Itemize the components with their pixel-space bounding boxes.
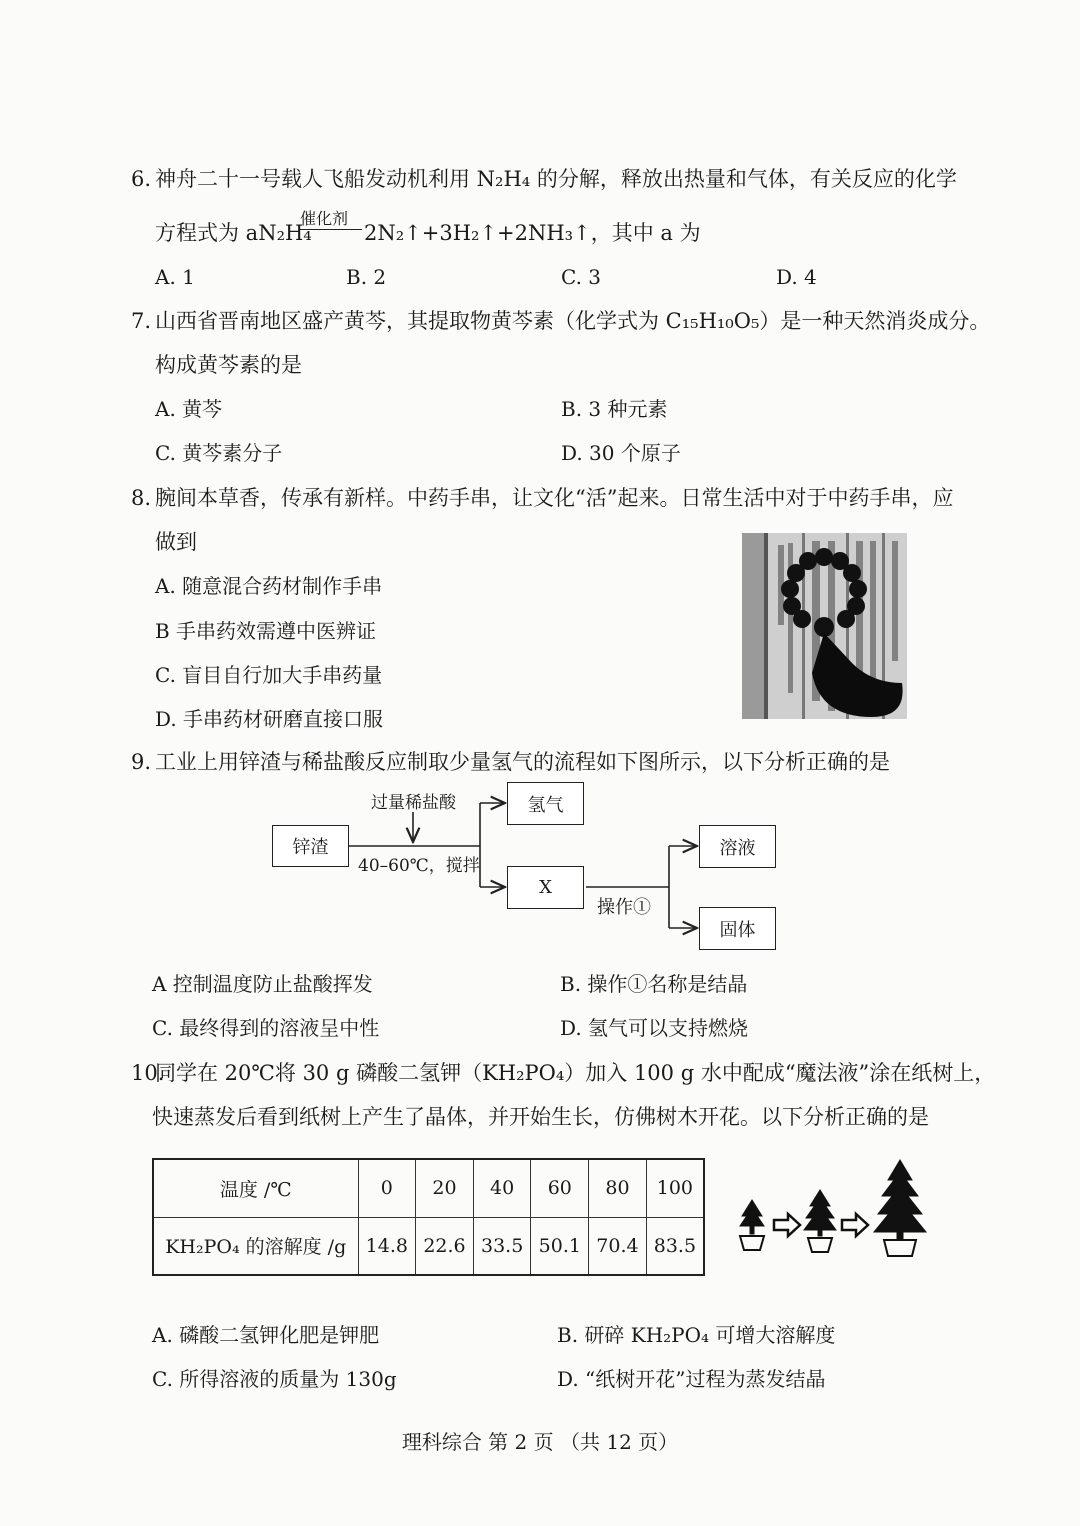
solubility-table — [152, 1158, 705, 1276]
q7-number: 7. — [131, 309, 152, 333]
q10-option-d: D. “纸树开花”过程为蒸发结晶 — [557, 1367, 826, 1391]
q10-option-b: B. 研碎 KH₂PO₄ 可增大溶解度 — [557, 1323, 836, 1347]
q10-text-line2: 快速蒸发后看到纸树上产生了晶体，并开始生长，仿佛树木开花。以下分析正确的是 — [152, 1105, 929, 1129]
q6-option-d: D. 4 — [776, 265, 817, 289]
table-header-solubility: KH₂PO₄ 的溶解度 /g — [153, 1217, 358, 1275]
q6-text-line2-suffix: 2N₂↑+3H₂↑+2NH₃↑，其中 a 为 — [364, 221, 701, 245]
q10-option-a: A. 磷酸二氢钾化肥是钾肥 — [152, 1323, 380, 1347]
q7-option-c: C. 黄芩素分子 — [155, 441, 283, 465]
table-row-temperature — [153, 1159, 704, 1217]
table-cell-solubility: 50.1 — [531, 1217, 589, 1275]
q6-option-a: A. 1 — [155, 265, 195, 289]
q6-text-line1: 神舟二十一号载人飞船发动机利用 N₂H₄ 的分解，释放出热量和气体，有关反应的化学 — [155, 167, 957, 191]
q8-number: 8. — [131, 486, 152, 510]
flow-box-solid: 固体 — [699, 907, 776, 950]
flow-operation-label: 操作① — [597, 897, 651, 918]
q9-option-d: D. 氢气可以支持燃烧 — [560, 1016, 749, 1040]
q8-text-line2: 做到 — [155, 530, 197, 554]
table-cell-solubility: 33.5 — [473, 1217, 531, 1275]
q7-text-line2: 构成黄芩素的是 — [155, 353, 302, 377]
q10-option-c: C. 所得溶液的质量为 130g — [152, 1367, 397, 1391]
q7-option-b: B. 3 种元素 — [561, 397, 668, 421]
table-cell-solubility: 14.8 — [358, 1217, 416, 1275]
table-cell-solubility: 83.5 — [646, 1217, 704, 1275]
flow-box-x: X — [507, 866, 584, 909]
q8-option-a: A. 随意混合药材制作手串 — [155, 574, 383, 598]
q6-number: 6. — [131, 167, 152, 191]
table-cell-temp: 0 — [358, 1159, 416, 1217]
q7-text-line1: 山西省晋南地区盛产黄芩，其提取物黄芩素（化学式为 C₁₅H₁₀O₅）是一种天然消炎成分。 — [155, 309, 991, 333]
table-cell-solubility: 70.4 — [589, 1217, 647, 1275]
table-cell-temp: 60 — [531, 1159, 589, 1217]
q8-option-c: C. 盲目自行加大手串药量 — [155, 663, 383, 687]
table-header-temperature: 温度 /℃ — [153, 1159, 358, 1217]
flow-reagent-label: 过量稀盐酸 — [371, 793, 456, 813]
q10-text-line1: 同学在 20℃将 30 g 磷酸二氢钾（KH₂PO₄）加入 100 g 水中配成“魔法液”涂在纸树上， — [155, 1061, 996, 1085]
q8-option-b: B 手串药效需遵中医辨证 — [155, 619, 377, 643]
flow-box-solution: 溶液 — [699, 825, 776, 868]
q9-number: 9. — [131, 750, 152, 774]
table-cell-solubility: 22.6 — [416, 1217, 474, 1275]
q9-option-a: A 控制温度防止盐酸挥发 — [152, 972, 373, 996]
q9-option-c: C. 最终得到的溶液呈中性 — [152, 1016, 380, 1040]
table-cell-temp: 20 — [416, 1159, 474, 1217]
q8-text-line1: 腕间本草香，传承有新样。中药手串，让文化“活”起来。日常生活中对于中药手串，应 — [155, 486, 954, 510]
table-cell-temp: 100 — [646, 1159, 704, 1217]
table-row-solubility — [153, 1217, 704, 1275]
q6-option-c: C. 3 — [561, 265, 602, 289]
q7-option-a: A. 黄芩 — [155, 397, 223, 421]
page-footer: 理科综合 第 2 页 （共 12 页） — [401, 1430, 679, 1454]
q8-option-d: D. 手串药材研磨直接口服 — [155, 707, 384, 731]
q9-text-line1: 工业上用锌渣与稀盐酸反应制取少量氢气的流程如下图所示，以下分析正确的是 — [155, 750, 890, 774]
q6-text-line2-prefix: 方程式为 aN₂H₄ — [155, 221, 312, 245]
table-cell-temp: 40 — [473, 1159, 531, 1217]
paper-tree-growth-illustration — [732, 1158, 932, 1260]
flow-box-zinc-slag: 锌渣 — [272, 825, 349, 867]
flow-box-hydrogen: 氢气 — [507, 782, 584, 825]
table-cell-temp: 80 — [589, 1159, 647, 1217]
q7-option-d: D. 30 个原子 — [561, 441, 681, 465]
q6-option-b: B. 2 — [346, 265, 387, 289]
flow-condition-label: 40–60℃，搅拌 — [358, 856, 480, 876]
q6-catalyst-label: 催化剂 — [300, 209, 349, 228]
q10-number: 10. — [131, 1061, 165, 1085]
q9-option-b: B. 操作①名称是结晶 — [560, 972, 748, 996]
